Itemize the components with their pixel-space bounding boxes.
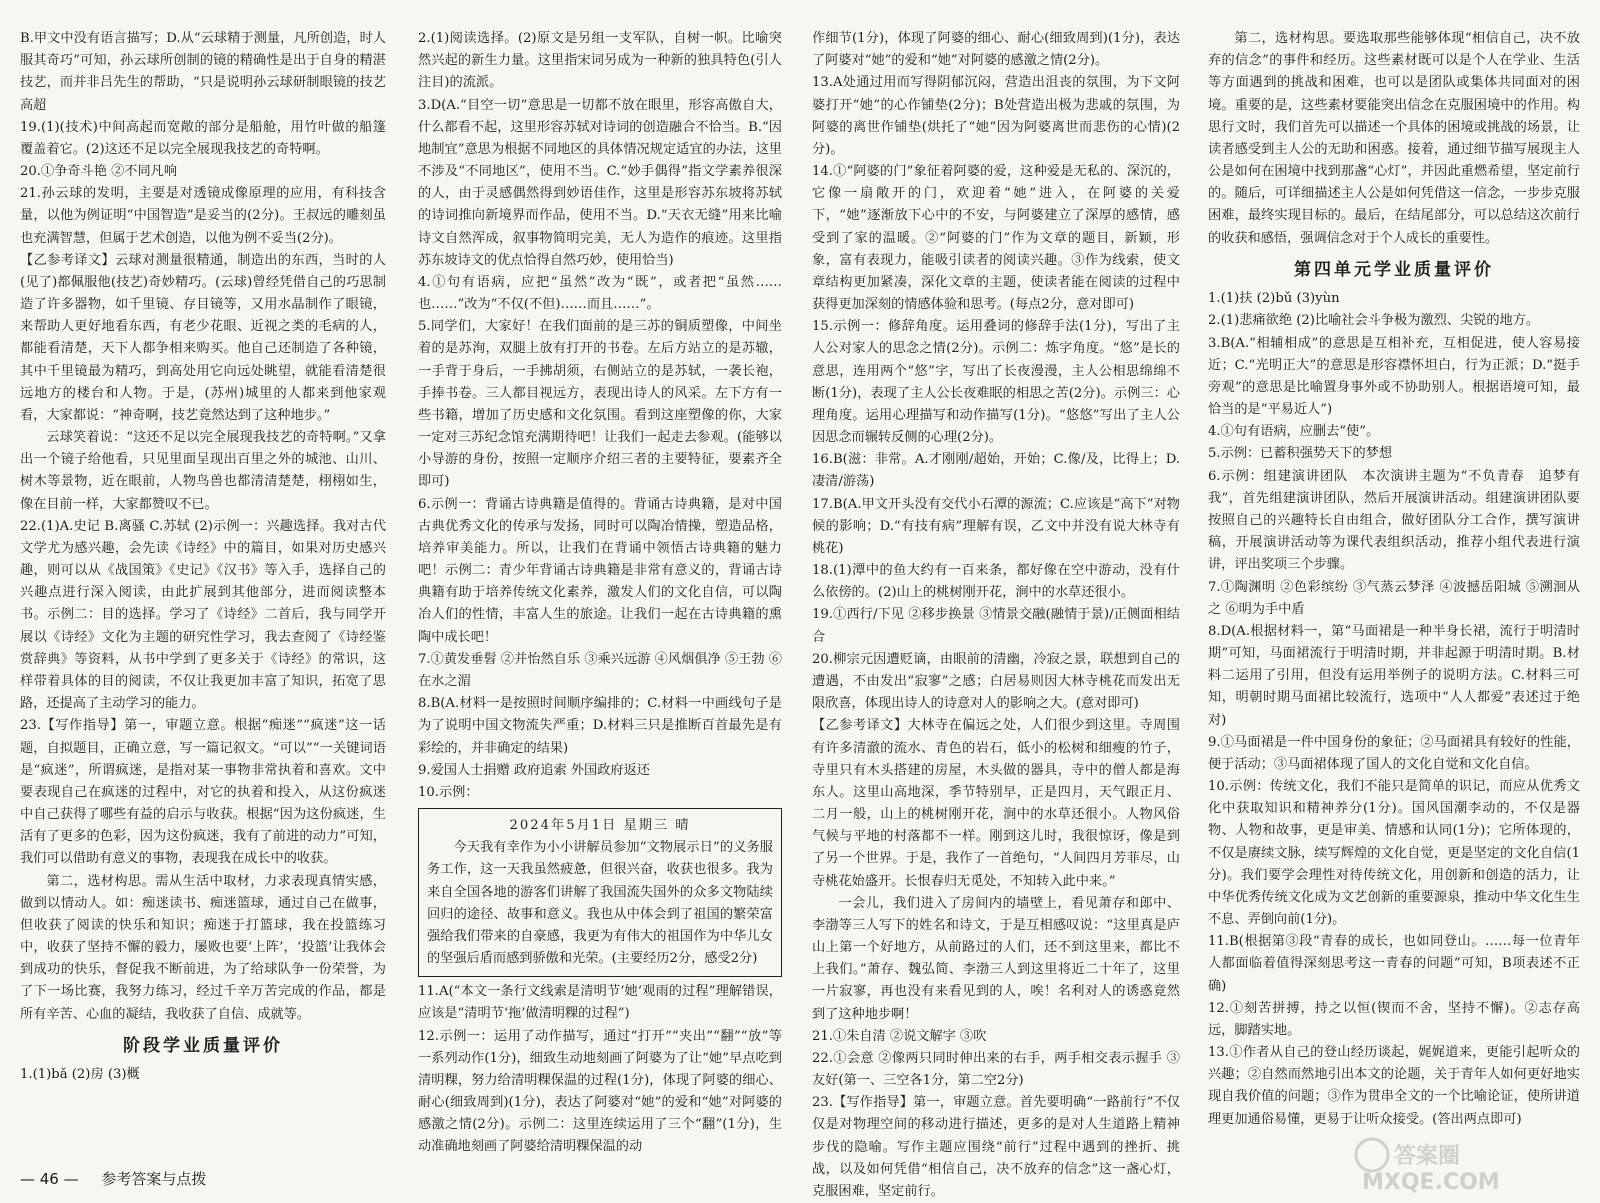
answer-paragraph: 7.①陶渊明 ②色彩缤纷 ③气蒸云梦泽 ④波撼岳阳城 ⑤溯洄从之 ⑥明为手中盾: [1208, 579, 1580, 617]
answer-paragraph: 云球笑着说：“这还不足以完全展现我技艺的奇特啊。”又拿出一个镜子给他看，只见里面呈现出百里之外的城池、山川、树木等景物，近在眼前，人物鸟兽也都清清楚楚，栩栩如生，像在目前一样，大家都赞叹不已。: [20, 430, 386, 512]
answer-paragraph: 第二，选材构思。要选取那些能够体现“相信自己，决不放弃的信念”的事件和经历。这些素材既可以是个人在学业、生活等方面遇到的挑战和困难，也可以是团队或集体共同面对的困境。重要的是，这些素材要能突出信念在克服困境中的作用。构思行文时，我们首先可以描述一个具体的困境或挑战的场景，让读者感受到主人公的无助和困惑。接着，通过细节描写展现主人公是如何在困境中找到那盏“心灯”，并因此重燃希望，坚定前行的。随后，可详细描述主人公是如何凭借这一信念，一步步克服困难，最终实现目标的。最后，在结尾部分，可以总结这次前行的收获和感悟，强调信念对于个人成长的重要性。: [1208, 31, 1580, 246]
column-1-items: [20, 28, 386, 1026]
answer-paragraph: 8.D(A.根据材料一，第“马面裙是一种半身长裙，流行于明清时期”可知，马面裙流行于明清时期，并非起源于明清时期。B.材料二运用了引用，但没有运用举例子的说明方法。C.材料三可知，明朝时期马面裙比较流行，选项中“人人都爱”表述过于绝对): [1208, 623, 1580, 728]
answer-paragraph: B.甲文中没有语言描写；D.从“云球精于测量，凡所创造，时人服其奇巧”可知，孙云球所创制的镜的精确性是出于自身的精湛技艺，而并非吕先生的帮助，“只是说明孙云球研制眼镜的技艺高超: [20, 31, 386, 113]
answer-paragraph: 14.①“阿婆的门”象征着阿婆的爱，这种爱是无私的、深沉的，它像一扇敞开的门，欢迎着“她”进入，在阿婆的关爱下，“她”逐渐放下心中的不安，与阿婆建立了深厚的感情，感受到了家的温暖。②“阿婆的门”作为文章的题目，新颖，形象，富有表现力，能吸引读者的阅读兴趣。③作为线索，使文章结构更加紧凑，深化文章的主题，使读者能在阅读的过程中获得更加深刻的情感体验和思考。(每点2分，意对即可): [812, 164, 1180, 313]
watermark-logo: [1342, 1133, 1582, 1193]
answer-paragraph: 10.示例：: [418, 784, 479, 800]
answer-paragraph: 12.①刻苦拼搏，持之以恒(锲而不舍，坚持不懈)。②志存高远，脚踏实地。: [1208, 1000, 1580, 1038]
answer-paragraph: 21.孙云球的发明，主要是对透镜成像原理的应用，有科技含量，以他为例证明“中国智造”是妥当的(2分)。王叔远的雕刻虽也充满智慧，但属于艺术创造，以他为例不妥当(2分)。: [20, 186, 386, 246]
column-3-items: [812, 28, 1180, 1203]
answer-paragraph: 23.【写作指导】第一，审题立意。首先要明确“一路前行”不仅仅是对物理空间的移动进行描述，更多的是对人生道路上精神步伐的隐喻。写作主题应围绕“前行”过程中遇到的挫折、挑战，以及如何凭借“相信自己，决不放弃的信念”这一盏心灯，克服困难，坚定前行。: [812, 1095, 1180, 1199]
watermark-icon: [1342, 1133, 1582, 1193]
answer-paragraph: 21.①朱自清 ②说文解字 ③吹: [812, 1028, 987, 1044]
column-4-after-heading: [1208, 288, 1580, 1131]
answer-paragraph: 20.①争奇斗艳 ②不同凡响: [20, 164, 178, 180]
column-1-after-heading: [20, 1064, 386, 1086]
answer-paragraph: 5.同学们，大家好！在我们面前的是三苏的铜质塑像，中间坐着的是苏洵，双腿上放有打开的书卷。左后方站立的是苏辙，一手背于身后，一手拂胡须，右侧站立的是苏轼，一袭长袍，手捧书卷。三人都目视远方，表现出诗人的风采。左下方有一些书籍，增加了历史感和文化氛围。看到这座塑像的你，大家一定对三苏纪念馆充满期待吧！让我们一起走去参观。(能够以小导游的身份，按照一定顺序介绍三者的主要特征，要素齐全即可): [418, 319, 782, 490]
section-heading: 阶段学业质量评价: [123, 1035, 283, 1056]
column-4: [1208, 28, 1580, 1163]
answer-paragraph: 4.①句有语病，应删去“使”。: [1208, 424, 1380, 440]
answer-paragraph: 8.B(A.材料一是按照时间顺序编排的；C.材料一中画线句子是为了说明中国文物流失严重；D.材料三只是推断百首最先是有彩绘的，并非确定的结果): [418, 696, 782, 756]
answer-paragraph: 9.爱国人士捐赠 政府追索 外国政府返还: [418, 762, 650, 778]
answer-paragraph: 9.①马面裙是一件中国身份的象征；②马面裙具有较好的性能，便于活动；③马面裙体现了国人的文化自觉和文化自信。: [1208, 734, 1580, 772]
answer-paragraph: 3.B(A.“相辅相成”的意思是互相补充，互相促进，使人容易接近；C.“光明正大”的意思是形容襟怀坦白，行为正派；D.“挺手旁观”的意思是比喻置身事外或不协助别人。根据语境可知，最恰当的是“平易近人”): [1208, 335, 1580, 418]
answer-paragraph: 5.示例：已蓄积强势天下的梦想: [1208, 446, 1393, 462]
answer-paragraph: 17.B(A.甲文开头没有交代小石潭的源流；C.应该是“高下”对物候的影响；D.“有技有病”理解有误，乙文中并没有说大林寺有桃花): [812, 496, 1180, 556]
answer-paragraph: 一会儿，我们进入了房间内的墙壁上，看见萧存和郎中、李渤等三人写下的姓名和诗文，于是互相感叹说：“这里真是庐山上第一个好地方，从前路过的人们，还不到这里来，都比不上我们。”萧存、魏弘简、李渤三人到这里将近二十年了，这里一片寂寥，再也没有来看见到的人，唉！名利对人的诱惑竟然到了这种地步啊！: [812, 895, 1180, 1022]
column-2-items: [418, 28, 782, 804]
column-2-after-diary: [418, 981, 782, 1158]
answer-paragraph: 23.【写作指导】第一，审题立意。根据“痴迷”“疯迷”这一话题，自拟题目，正确立意，写一篇记叙文。“可以”“一关键词语是“疯迷”，所谓疯迷，是指对某一事物非常执着和喜欢。文中要表现自己在疯迷的过程中，对它的执着和投入，从这份疯迷中自己获得了哪些有益的启示与收获。根据“因为这份疯迷，生活有了更多的色彩，因为这份疯迷，我有了前进的动力”可知，我们可以借助有意义的事物，表现我在成长中的收获。: [20, 718, 386, 867]
answer-paragraph: 1.(1)扶 (2)bǔ (3)yùn: [1208, 291, 1340, 307]
answer-paragraph: 13.①作者从自己的登山经历谈起，娓娓道来，更能引起听众的兴趣；②自然而然地引出本文的论题，关于青年人如何更好地实现自我价值的问题；③作为贯串全文的一个比喻论证，使所讲道理更加通俗易懂，更易于让听众接受。(答出两点即可): [1208, 1045, 1580, 1127]
answer-paragraph: 22.①会意 ②像两只同时伸出来的右手，两手相交表示握手 ③友好(第一、三空各1分，第二空2分): [812, 1050, 1180, 1089]
answer-paragraph: 6.示例：组建演讲团队 本次演讲主题为“不负青春 追梦有我”，首先组建演讲团队，然后开展演讲活动。组建演讲团队要按照自己的兴趣特长自由组合，做好团队分工合作，撰写演讲稿，开展演讲活动等为课代表组织活动，推荐小组代表进行演讲，评出奖项三个步骤。: [1208, 468, 1580, 573]
answer-paragraph: 6.示例一：背诵古诗典籍是值得的。背诵古诗典籍，是对中国古典优秀文化的传承与发扬，同时可以陶冶情操，塑造品格，培养审美能力。所以，让我们在背诵中领悟古诗典籍的魅力吧！示例二：青少年背诵古诗典籍是非常有意义的，背诵古诗典籍有助于培养传统文化素养，激发人们的文化自信，可以陶冶人们的性情，丰富人生的旅途。让我们一起在古诗典籍的熏陶中成长吧！: [418, 496, 782, 645]
answer-paragraph: 13.A处通过用而写得阴郁沉闷，营造出沮丧的氛围，为下文阿婆打开“她”的心作铺垫(2分)；B处营造出极为悲戚的氛围，为阿婆的离世作铺垫(烘托了“她”因为阿婆离世而悲伤的心情)(2分)。: [812, 75, 1180, 157]
answer-paragraph: 第二，选材构思。需从生活中取材，力求表现真情实感，做到以情动人。如：痴迷读书、痴迷篮球，通过自己在做事，但收获了阅读的快乐和知识；痴迷于打篮球，我在投篮练习中，收获了坚持不懈的毅力，屡败也要‘上阵’，‘投篮’让我体会到成功的快乐，督促我不断前进，为了给球队争一份荣誉，为了下一场比赛，我努力练习，经过千辛万苦完成的作品，都是所有辛苦、心血的凝结，我收获了自信、成就等。: [20, 873, 386, 1022]
footer-label: 参考答案与点拨: [101, 1170, 207, 1188]
diary-body: 今天我有幸作为小小讲解员参加“文物展示日”的义务服务工作，这一天我虽然疲惫，但很兴奋，收获也很多。我为来自全国各地的游客们讲解了我国流失国外的众多文物陆续回归的途径、故事和意义。我也从中体会到了祖国的繁荣富强给我们带来的自豪感，我更为有伟大的祖国作为中华儿女的坚强后盾而感到骄傲和光荣。(主要经历2分，感受2分): [427, 840, 773, 967]
answer-paragraph: 7.①黄发垂髫 ②并怡然自乐 ③乘兴远游 ④风烟俱净 ⑤王勃 ⑥在水之湄: [418, 651, 782, 689]
answer-paragraph: 4.①句有语病，应把“虽然”改为“既”，或者把“虽然……也……”改为“不仅(不但)……而且……”。: [418, 274, 782, 313]
answer-paragraph: 2.(1)悲痛欲绝 (2)比喻社会斗争极为激烈、尖锐的地方。: [1208, 313, 1540, 329]
answer-paragraph: 作细节(1分)，体现了阿婆的细心、耐心(细致周到)(1分)，表达了阿婆对“她”的爱和“她”对阿婆的感激之情(2分)。: [812, 31, 1180, 69]
answer-paragraph: 11.A(“本文一条行文线索是清明节‘她’观雨的过程”理解错误，应该是“清明节‘拖’做清明粿的过程”): [418, 984, 782, 1022]
answer-paragraph: 【乙参考译文】云球对测量很精通，制造出的东西，当时的人(见了)都佩服他(技艺)奇妙精巧。(云球)曾经凭借自己的巧思制造了许多器物，如千里镜、存目镜等，又用水晶制作了眼镜，来帮助人更好地看东西，有老少花眼、近视之类的毛病的人，都能看清楚，天下人都争相来购买。他自己还制造了各种镜，其中千里镜最为精巧，到高处用它向远处眺望，就能看清楚很远地方的楼台和人物。于是，(苏州)城里的人都来到他家观看，大家都说：“神奇啊，技艺竟然达到了这种地步。”: [20, 252, 386, 423]
column-1: [20, 28, 386, 1163]
answer-paragraph: 3.D(A.“目空一切”意思是一切都不放在眼里，形容高傲自大，什么都看不起，这里形容苏轼对诗词的创造融合不恰当。B.“因地制宜”意思为根据不同地区的具体情况规定适宜的办法，这里不涉及“不同地区”，使用不当。C.“妙手偶得”指文学素养很深的人，由于灵感偶然得到妙语佳作，这里是形容苏东坡将苏轼的诗词推向新境界而作品，使用不当。D.“天衣无缝”用来比喻诗文自然浑成，叙事物简明完美，无人为造作的痕迹。这里指苏东坡诗文的优点恰得自然巧妙，使用恰当): [418, 97, 782, 268]
column-2: [418, 28, 782, 1163]
diary-head: 2024年5月1日 星期三 晴: [509, 818, 691, 834]
answer-paragraph: 20.柳宗元因遭贬谪，由眼前的清幽，冷寂之景，联想到自己的遭遇，不由发出“寂寥”之感；白居易则因大林寺桃花而发出无限欣喜，体现出诗人的诗意对人的影响之大。(意对即可): [812, 651, 1180, 712]
answer-paragraph: 19.①西行/下见 ②移步换景 ③情景交融(融情于景)/正侧面相结合: [812, 607, 1180, 645]
answer-paragraph: 18.(1)潭中的鱼大约有一百来条，都好像在空中游动，没有什么依傍的。(2)山上的桃树刚开花，涧中的水草还很小。: [812, 563, 1180, 601]
answer-paragraph: 11.B(根据第③段“青春的成长，也如同登山。……每一位青年人都面临着值得深刻思考这一青春的问题”可知，B项表述不正确): [1208, 934, 1580, 994]
answer-paragraph: 15.示例一：修辞角度。运用叠词的修辞手法(1分)，写出了主人公对家人的思念之情(2分)。示例二：炼字角度。“悠”是长的意思，连用两个“悠”字，写出了长夜漫漫，主人公相思绵绵不断(1分)，表现了主人公长夜难眠的相思之苦(2分)。示例三：心理角度。运用心理描写和动作描写(1分)。“悠悠”写出了主人公因思念而辗转反侧的心理(2分)。: [812, 319, 1180, 446]
section-heading: 第四单元学业质量评价: [1294, 259, 1494, 280]
page-number: — 46 —: [20, 1170, 79, 1188]
answer-paragraph: 【乙参考译文】大林寺在偏远之处，人们很少到这里。寺周围有许多清澈的流水、青色的岩石，低小的松树和细瘦的竹子，寺里只有木头搭建的房屋，木头做的器具，寺中的僧人都是海东人。这里山高地深，季节特别早，正是四月，天气跟正月、二月一般，山上的桃树刚开花，涧中的水草还很小。人物风俗气候与平地的村落都不一样。刚到这儿时，我很惊讶，像是到了另一个世界。于是，我作了一首绝句，“人间四月芳菲尽，山寺桃花始盛开。长恨春归无觅处，不知转入此中来。”: [812, 718, 1180, 889]
answer-paragraph: 16.B(滋：非常。A.才刚刚/超始，开始；C.像/及，比得上；D.凄清/游荡): [812, 452, 1180, 490]
column-4-items: [1208, 28, 1580, 250]
watermark-logo-text: 答案圈: [1394, 1144, 1461, 1169]
answer-paragraph: 19.(1)(技术)中间高起而宽敞的部分是船舱，用竹叶做的船篷覆盖着它。(2)这还不足以完全展现我技艺的奇特啊。: [20, 119, 386, 157]
column-3: [812, 28, 1180, 1199]
diary-box: [418, 808, 782, 977]
answer-paragraph: 22.(1)A.史记 B.离骚 C.苏轼 (2)示例一：兴趣选择。我对古代文学尤为感兴趣，会先读《诗经》中的篇目，如果对历史感兴趣，则可以从《战国策》《史记》《汉书》等入手，选择自己的兴趣点进行深入阅读，由此扩展到其他部分，进而阅读整本书。示例二：目的选择。学习了《诗经》二首后，我与同学开展以《诗经》文化为主题的研究性学习，我去查阅了《诗经鉴赏辞典》等资料，从书中学到了更多关于《诗经》的常识，这样带着具体的目的阅读，不仅让我更加丰富了知识，拓宽了思路，还提高了主动学习的能力。: [20, 518, 386, 712]
answer-paragraph: 1.(1)bǎ (2)房 (3)概: [20, 1067, 140, 1083]
answer-paragraph: 12.示例一：运用了动作描写，通过“打开”“夹出”“翻”“放”等一系列动作(1分)，细致生动地刻画了阿婆为了让“她”早点吃到清明粿，努力给清明粿保温的过程(1分)，体现了阿婆的细心、耐心(细致周到)(1分)，表达了阿婆对“她”的爱和“她”对阿婆的感激之情(2分)。示例二：这里连续运用了三个“翻”(1分)，生动准确地刻画了阿婆给清明粿保温的动: [418, 1028, 782, 1155]
watermark-text: MXQE.COM: [1362, 1170, 1500, 1195]
answer-paragraph: 2.(1)阅读选择。(2)原文是另组一支军队，自树一帜。比喻突然兴起的新生力量。这里指宋词另成为一种新的独具特色(引人注目)的流派。: [418, 31, 782, 91]
answer-paragraph: 10.示例：传统文化，我们不能只是简单的识记，而应从优秀文化中获取知识和精神养分(1分)。国风国潮李动的，不仅是器物、人物和故事，更是审美、情感和认同(1分)；它所体现的，不仅是赓续文脉，续写辉煌的文化自觉，更是坚定的文化自信(1分)。我们要学会理性对待传统文化，用创新和创造的活力，让中华优秀传统文化成为文艺创新的重要源泉，推动中华文化生生不息、弄倒向前(1分)。: [1208, 779, 1580, 928]
page-footer: [20, 1168, 206, 1189]
